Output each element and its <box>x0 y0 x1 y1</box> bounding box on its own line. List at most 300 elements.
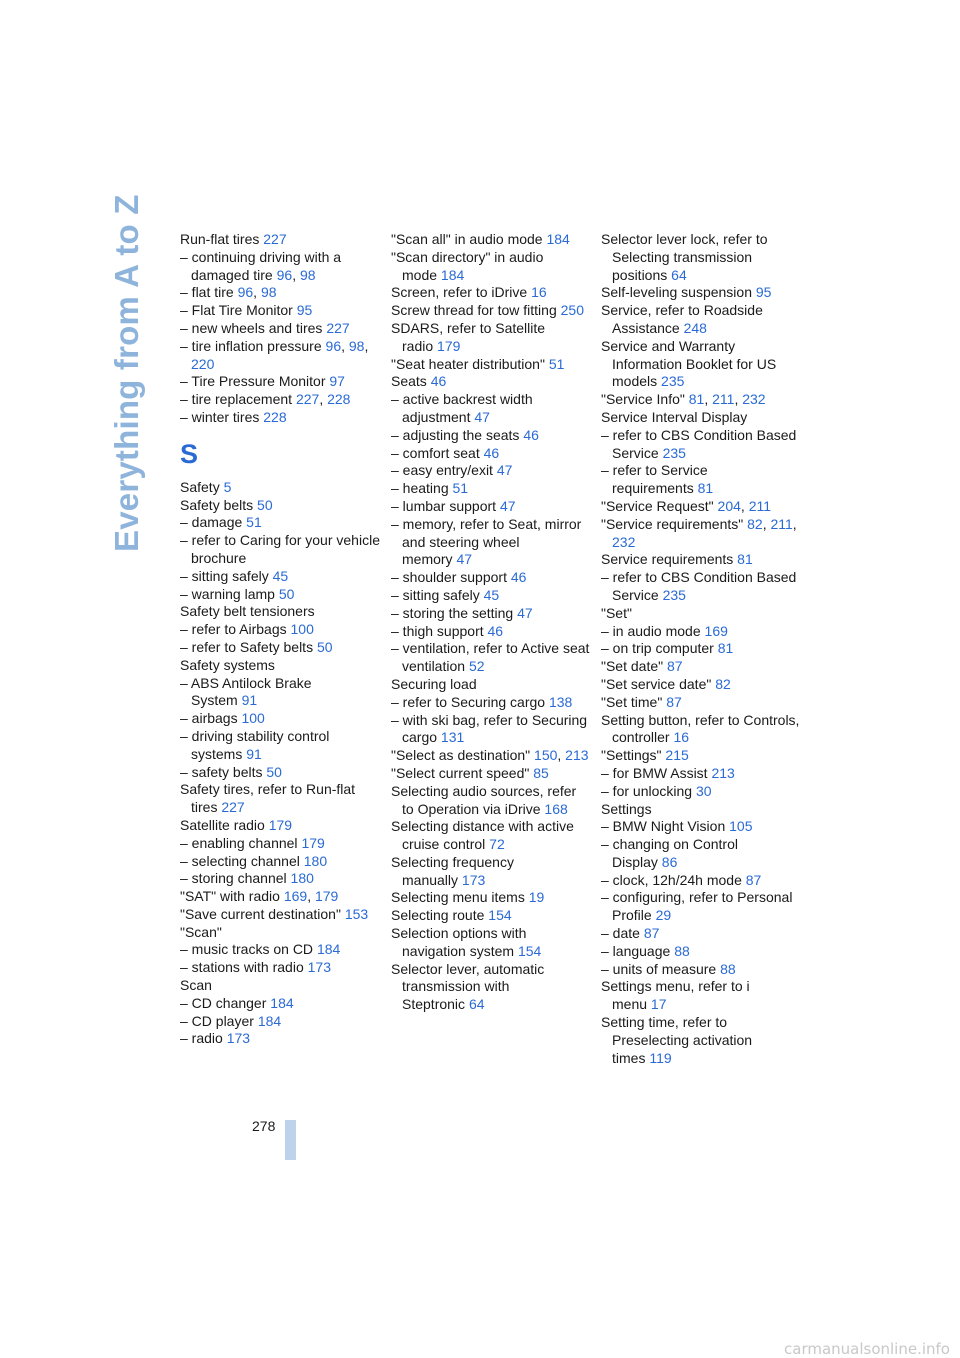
page-reference-link[interactable]: 180 <box>290 870 314 887</box>
index-entry <box>391 640 591 676</box>
index-term: Seats <box>391 373 427 390</box>
index-entry <box>180 995 380 1013</box>
page-reference-link[interactable]: 105 <box>729 818 753 835</box>
index-entry <box>391 676 591 694</box>
page-reference-link[interactable]: 52 <box>468 658 485 675</box>
page-reference-link[interactable]: 47 <box>499 497 516 514</box>
index-term: "Set service date" <box>601 675 712 692</box>
index-term: "Seat heater distribution" <box>391 355 545 372</box>
page-reference-link[interactable]: 81 <box>737 551 753 568</box>
index-term: "Set date" <box>601 658 664 675</box>
index-entry <box>601 1014 801 1067</box>
page-reference-link[interactable]: 180 <box>303 852 328 869</box>
index-entry: "Select as destination" 150, 213 <box>391 747 589 764</box>
index-entry <box>391 445 591 463</box>
page-reference-link[interactable]: 50 <box>266 763 282 780</box>
page-reference-link[interactable]: 232 <box>742 391 766 408</box>
index-term: – refer to Safety belts <box>180 638 314 655</box>
index-term: – flat tire <box>180 284 234 301</box>
index-column-3 <box>601 231 801 1067</box>
page-reference-link[interactable]: 250 <box>560 302 584 319</box>
page-reference-link[interactable]: 87 <box>666 658 683 675</box>
index-term: Securing load <box>391 675 477 692</box>
page-reference-link[interactable]: 50 <box>257 496 273 513</box>
page-reference-link[interactable]: 235 <box>661 373 685 390</box>
index-term: – damage <box>180 514 243 531</box>
index-term: – refer to Securing cargo <box>391 693 546 710</box>
index-entry <box>180 532 380 568</box>
index-entry <box>180 621 380 639</box>
index-term: Safety tires, refer to Run-flat tires <box>180 781 356 816</box>
page-reference-link[interactable]: 227 <box>326 319 350 336</box>
side-title: Everything from A to Z <box>108 194 145 552</box>
page-reference-link[interactable]: 96 <box>325 337 342 354</box>
index-entry: – tire replacement 227, 228 <box>180 391 351 408</box>
page-reference-link[interactable]: 85 <box>533 764 549 781</box>
page-reference-link[interactable]: 213 <box>565 747 589 764</box>
page-reference-link[interactable]: 46 <box>483 444 500 461</box>
index-term: Settings <box>601 800 652 817</box>
page-reference-link[interactable]: 232 <box>612 533 636 550</box>
page-reference-link[interactable]: 154 <box>488 907 512 924</box>
index-term: – storing the setting <box>391 604 514 621</box>
index-column-1 <box>180 231 380 1048</box>
page-reference-link[interactable]: 179 <box>301 834 325 851</box>
index-term: – driving stability control systems <box>180 727 330 762</box>
page-reference-link[interactable]: 96 <box>276 266 293 283</box>
page-reference-link[interactable]: 47 <box>456 551 473 568</box>
index-term: – safety belts <box>180 763 263 780</box>
page-reference-link[interactable]: 235 <box>662 586 686 603</box>
index-term: Satellite radio <box>180 816 265 833</box>
index-entry <box>391 249 591 285</box>
index-term: – refer to Caring for your vehicle brochure <box>180 532 380 566</box>
index-term: Screen, refer to iDrive <box>391 284 528 301</box>
index-term: Selecting distance with active cruise control <box>391 818 574 853</box>
index-entry: "SAT" with radio 169, 179 <box>180 888 339 905</box>
index-term: – tire inflation pressure <box>180 337 322 354</box>
index-term: Safety belts <box>180 496 254 513</box>
index-term: – CD changer <box>180 994 267 1011</box>
index-term: "Service requirements" <box>601 515 744 532</box>
index-entry <box>391 907 591 925</box>
page-reference-link[interactable]: 16 <box>673 729 690 746</box>
index-entry: "Service Request" 204, 211 <box>601 497 772 514</box>
index-term: "Service Request" <box>601 497 714 514</box>
index-entry <box>601 765 801 783</box>
page-reference-link[interactable]: 227 <box>221 799 245 816</box>
index-entry <box>391 925 591 961</box>
index-entry <box>601 676 801 694</box>
page-reference-link[interactable]: 51 <box>452 480 469 497</box>
index-entry <box>180 639 380 657</box>
watermark: carmanualsonline.info <box>784 1340 950 1358</box>
index-entry <box>391 961 591 1014</box>
index-entry: – continuing driving with a damaged tire 96, 98 <box>180 248 342 283</box>
page-reference-link[interactable]: 51 <box>246 514 262 531</box>
index-term: – tire replacement <box>180 391 293 408</box>
index-entry <box>180 568 380 586</box>
page-reference-link[interactable]: 46 <box>430 373 447 390</box>
page-reference-link[interactable]: 64 <box>468 996 485 1013</box>
index-term: – easy entry/exit <box>391 462 493 479</box>
index-entry <box>391 854 591 890</box>
index-entry <box>180 514 380 532</box>
index-term: – storing channel <box>180 870 287 887</box>
index-term: Selecting audio sources, refer to Operation via iDrive <box>391 782 577 817</box>
index-term: Setting button, refer to Controls, controller <box>601 711 800 746</box>
page-reference-link[interactable]: 169 <box>283 888 308 905</box>
index-entry <box>391 284 591 302</box>
index-term: Scan <box>180 977 212 994</box>
index-entry: – flat tire 96, 98 <box>180 284 277 301</box>
index-entry <box>601 889 801 925</box>
index-entry: "Service Info" 81, 211, 232 <box>601 391 766 408</box>
index-entry <box>601 338 801 391</box>
page-reference-link[interactable]: 30 <box>695 782 712 799</box>
index-entry <box>391 783 591 819</box>
index-term: – ABS Antilock Brake System <box>180 674 312 709</box>
index-term: – with ski bag, refer to Securing cargo <box>391 711 588 746</box>
index-entry <box>601 747 801 765</box>
index-term: – configuring, refer to Personal Profile <box>601 889 793 924</box>
page-reference-link[interactable]: 204 <box>717 497 741 514</box>
index-term: – new wheels and tires <box>180 319 323 336</box>
page-reference-link[interactable]: 119 <box>649 1049 672 1066</box>
index-entry <box>180 977 380 995</box>
index-entry <box>391 765 591 783</box>
index-entry <box>180 728 380 764</box>
index-term: Safety belt tensioners <box>180 603 315 620</box>
index-entry <box>180 586 380 604</box>
page-reference-link[interactable]: 179 <box>314 888 339 905</box>
page-reference-link[interactable]: 45 <box>272 567 289 584</box>
index-entry <box>601 231 801 284</box>
page-reference-link[interactable]: 153 <box>344 905 369 922</box>
index-term: Safety <box>180 478 220 495</box>
index-entry <box>391 694 591 712</box>
index-term: Service requirements <box>601 551 734 568</box>
index-term: – for unlocking <box>601 782 693 799</box>
page-reference-link[interactable]: 179 <box>268 816 293 833</box>
index-term: – enabling channel <box>180 834 298 851</box>
index-entry <box>601 462 801 498</box>
index-term: Service and Warranty Information Booklet for US models <box>601 337 777 390</box>
index-term: – stations with radio <box>180 959 304 976</box>
index-entry <box>180 710 380 728</box>
index-term: "Scan all" in audio mode <box>391 231 543 247</box>
page-reference-link[interactable]: 81 <box>688 391 705 408</box>
section-heading: S <box>180 438 199 469</box>
page-reference-link[interactable]: 87 <box>643 925 660 942</box>
page-reference-link[interactable]: 184 <box>257 1012 282 1029</box>
index-term: Selection options with navigation system <box>391 925 527 959</box>
index-entry <box>601 818 801 836</box>
index-entry <box>601 836 801 872</box>
page-reference-link[interactable]: 16 <box>531 284 547 301</box>
index-term: – for BMW Assist <box>601 764 708 781</box>
page-reference-link[interactable]: 87 <box>666 693 682 710</box>
page-reference-link[interactable]: 88 <box>674 942 690 959</box>
page-reference-link[interactable]: 47 <box>474 408 490 425</box>
page-number: 278 <box>252 1118 276 1134</box>
page-reference-link[interactable]: 154 <box>517 942 542 959</box>
page-reference-link[interactable]: 47 <box>517 604 533 621</box>
index-term: – warning lamp <box>180 585 275 602</box>
page-reference-link[interactable]: 47 <box>496 462 513 479</box>
page-reference-link[interactable]: 29 <box>655 907 672 924</box>
index-entry <box>391 391 591 427</box>
index-entry <box>180 497 380 515</box>
index-term: Self-leveling suspension <box>601 284 752 301</box>
index-entry <box>180 479 380 497</box>
index-entry: – tire inflation pressure 96, 98, 220 <box>180 337 369 372</box>
index-term: Run-flat tires <box>180 231 260 247</box>
index-entry <box>391 623 591 641</box>
page-reference-link[interactable]: 215 <box>665 747 689 764</box>
index-entry <box>180 817 380 835</box>
index-entry <box>601 694 801 712</box>
page-reference-link[interactable]: 227 <box>295 391 320 408</box>
index-entry <box>180 409 380 427</box>
index-term: – in audio mode <box>601 622 701 639</box>
index-entry <box>180 320 380 338</box>
index-entry <box>180 781 380 817</box>
index-entry <box>391 516 591 569</box>
index-entry <box>180 657 380 675</box>
index-entry <box>180 231 380 249</box>
index-term: – comfort seat <box>391 444 480 461</box>
page-reference-link[interactable]: 179 <box>437 337 461 354</box>
page-reference-link[interactable]: 184 <box>440 266 465 283</box>
page-reference-link[interactable]: 131 <box>440 729 465 746</box>
page-reference-link[interactable]: 184 <box>316 941 341 958</box>
page-reference-link[interactable]: 96 <box>237 284 254 301</box>
index-entry <box>180 373 380 391</box>
page-reference-link[interactable]: 81 <box>717 640 734 657</box>
page-reference-link[interactable]: 97 <box>329 373 345 390</box>
index-term: – radio <box>180 1030 223 1047</box>
index-entry <box>391 889 591 907</box>
page-reference-link[interactable]: 184 <box>546 231 570 247</box>
page-reference-link[interactable]: 248 <box>683 319 707 336</box>
index-entry <box>601 409 801 427</box>
index-entry <box>391 712 591 748</box>
page-reference-link[interactable]: 169 <box>704 622 728 639</box>
page-reference-link[interactable]: 19 <box>528 889 545 906</box>
index-term: – refer to CBS Condition Based Service <box>601 426 797 461</box>
index-term: – heating <box>391 480 449 497</box>
index-entry <box>180 764 380 782</box>
index-entry <box>391 462 591 480</box>
index-term: – language <box>601 942 671 959</box>
index-entry <box>601 640 801 658</box>
page-reference-link[interactable]: 228 <box>327 391 351 408</box>
index-entry <box>601 801 801 819</box>
index-term: "Select current speed" <box>391 764 530 781</box>
index-term: – refer to Service requirements <box>601 462 708 497</box>
index-entry <box>601 712 801 748</box>
index-term: "Scan" <box>180 923 222 940</box>
index-term: Settings menu, refer to i menu <box>601 978 750 1013</box>
page-reference-link[interactable]: 95 <box>755 284 772 301</box>
index-entry <box>601 783 801 801</box>
page-reference-link[interactable]: 91 <box>241 692 258 709</box>
index-term: – airbags <box>180 710 238 727</box>
index-term: – active backrest width adjustment <box>391 391 533 425</box>
index-term: – refer to CBS Condition Based Service <box>601 569 797 603</box>
index-term: "Set time" <box>601 693 663 710</box>
page-reference-link[interactable]: 46 <box>487 622 504 639</box>
page-reference-link[interactable]: 87 <box>745 871 762 888</box>
page-bar <box>285 1120 296 1160</box>
index-entry <box>601 925 801 943</box>
page-reference-link[interactable]: 82 <box>715 675 731 692</box>
index-term: – on trip computer <box>601 640 714 657</box>
page-reference-link[interactable]: 213 <box>711 764 735 781</box>
page-reference-link[interactable]: 88 <box>720 960 736 977</box>
page-reference-link[interactable]: 5 <box>223 478 232 495</box>
page-reference-link[interactable]: 98 <box>299 266 316 283</box>
index-entry <box>391 302 591 320</box>
index-term: – changing on Control Display <box>601 836 738 870</box>
page-reference-link[interactable]: 51 <box>548 355 565 372</box>
index-column-2 <box>391 231 591 1014</box>
page-reference-link[interactable]: 100 <box>290 621 314 638</box>
index-term: – Tire Pressure Monitor <box>180 373 326 390</box>
page-reference-link[interactable]: 98 <box>260 284 277 301</box>
page-reference-link[interactable]: 211 <box>712 391 735 408</box>
index-entry <box>601 658 801 676</box>
page-reference-link[interactable]: 86 <box>661 853 678 870</box>
index-entry <box>391 569 591 587</box>
index-term: "Set" <box>601 604 632 621</box>
index-entry <box>391 427 591 445</box>
index-term: Selecting route <box>391 907 485 924</box>
page-reference-link[interactable]: 173 <box>307 959 331 976</box>
index-entry <box>391 587 591 605</box>
index-term: "SAT" with radio <box>180 888 280 905</box>
index-entry <box>391 498 591 516</box>
index-entry <box>180 603 380 621</box>
index-term: – clock, 12h/24h mode <box>601 871 742 888</box>
index-term: – continuing driving with a damaged tire <box>180 248 342 283</box>
index-entry <box>391 320 591 356</box>
index-term: "Service Info" <box>601 391 685 408</box>
index-term: SDARS, refer to Satellite radio <box>391 319 546 354</box>
index-entry <box>391 373 591 391</box>
index-entry <box>180 853 380 871</box>
page-reference-link[interactable]: 46 <box>510 569 527 586</box>
page-reference-link[interactable]: 228 <box>263 408 287 425</box>
index-entry <box>180 835 380 853</box>
index-term: "Select as destination" <box>391 747 531 764</box>
index-term: Screw thread for tow fitting <box>391 302 557 319</box>
index-entry <box>391 231 591 249</box>
index-entry <box>180 1013 380 1031</box>
index-term: Selecting frequency manually <box>391 853 514 888</box>
index-term: – Flat Tire Monitor <box>180 302 293 319</box>
page-reference-link[interactable]: 98 <box>348 337 365 354</box>
index-entry <box>180 959 380 977</box>
index-entry <box>180 870 380 888</box>
index-term: Selecting menu items <box>391 889 525 906</box>
index-entry <box>180 941 380 959</box>
index-term: "Settings" <box>601 747 662 764</box>
page-reference-link[interactable]: 82 <box>747 515 763 532</box>
index-term: Service Interval Display <box>601 408 748 425</box>
index-entry <box>601 605 801 623</box>
index-entry <box>601 978 801 1014</box>
index-term: – CD player <box>180 1012 254 1029</box>
page-reference-link[interactable]: 211 <box>748 497 772 514</box>
index-entry <box>601 302 801 338</box>
index-term: – winter tires <box>180 408 260 425</box>
index-term: – date <box>601 925 640 942</box>
page-reference-link[interactable]: 168 <box>544 800 568 817</box>
index-entry <box>601 569 801 605</box>
index-term: Safety systems <box>180 656 275 673</box>
index-entry <box>391 605 591 623</box>
page-reference-link[interactable]: 46 <box>523 426 539 443</box>
index-entry <box>601 943 801 961</box>
index-term: – sitting safely <box>391 586 480 603</box>
index-term: Setting time, refer to Preselecting activation times <box>601 1014 753 1066</box>
index-term: "Save current destination" <box>180 905 341 922</box>
index-term: – music tracks on CD <box>180 941 314 958</box>
index-term: Selector lever, automatic transmission with Steptronic <box>391 960 545 1013</box>
index-term: – adjusting the seats <box>391 426 520 443</box>
index-entry <box>180 906 380 924</box>
page-reference-link[interactable]: 17 <box>650 996 667 1013</box>
index-term: "Scan directory" in audio mode <box>391 248 544 283</box>
index-term: – units of measure <box>601 960 717 977</box>
index-term: – BMW Night Vision <box>601 818 726 835</box>
index-term: – selecting channel <box>180 852 300 869</box>
page-reference-link[interactable]: 95 <box>296 302 313 319</box>
page-reference-link[interactable]: 72 <box>489 836 505 853</box>
page-reference-link[interactable]: 138 <box>548 693 573 710</box>
page-reference-link[interactable]: 220 <box>191 355 215 372</box>
page-reference-link[interactable]: 211 <box>770 515 793 532</box>
page-reference-link[interactable]: 91 <box>246 745 262 762</box>
page-reference-link[interactable]: 50 <box>278 585 295 602</box>
page-reference-link[interactable]: 100 <box>241 710 265 727</box>
page-reference-link[interactable]: 81 <box>697 480 714 497</box>
index-entry <box>180 924 380 942</box>
page-reference-link[interactable]: 227 <box>263 231 287 247</box>
page-reference-link[interactable]: 150 <box>534 747 558 764</box>
page-reference-link[interactable]: 184 <box>270 994 294 1011</box>
page-reference-link[interactable]: 45 <box>483 586 500 603</box>
page-reference-link[interactable]: 173 <box>226 1030 251 1047</box>
page-reference-link[interactable]: 235 <box>662 444 686 461</box>
index-term: – shoulder support <box>391 569 507 586</box>
index-entry <box>601 427 801 463</box>
index-entry <box>601 961 801 979</box>
index-entry <box>601 284 801 302</box>
index-entry <box>601 551 801 569</box>
index-term: – sitting safely <box>180 567 269 584</box>
page-reference-link[interactable]: 173 <box>461 871 486 888</box>
index-term: – refer to Airbags <box>180 621 287 638</box>
index-entry <box>391 480 591 498</box>
index-entry <box>180 1030 380 1048</box>
page-reference-link[interactable]: 50 <box>316 638 333 655</box>
index-term: Service, refer to Roadside Assistance <box>601 302 763 336</box>
index-entry <box>391 356 591 374</box>
page-reference-link[interactable]: 64 <box>671 266 687 283</box>
